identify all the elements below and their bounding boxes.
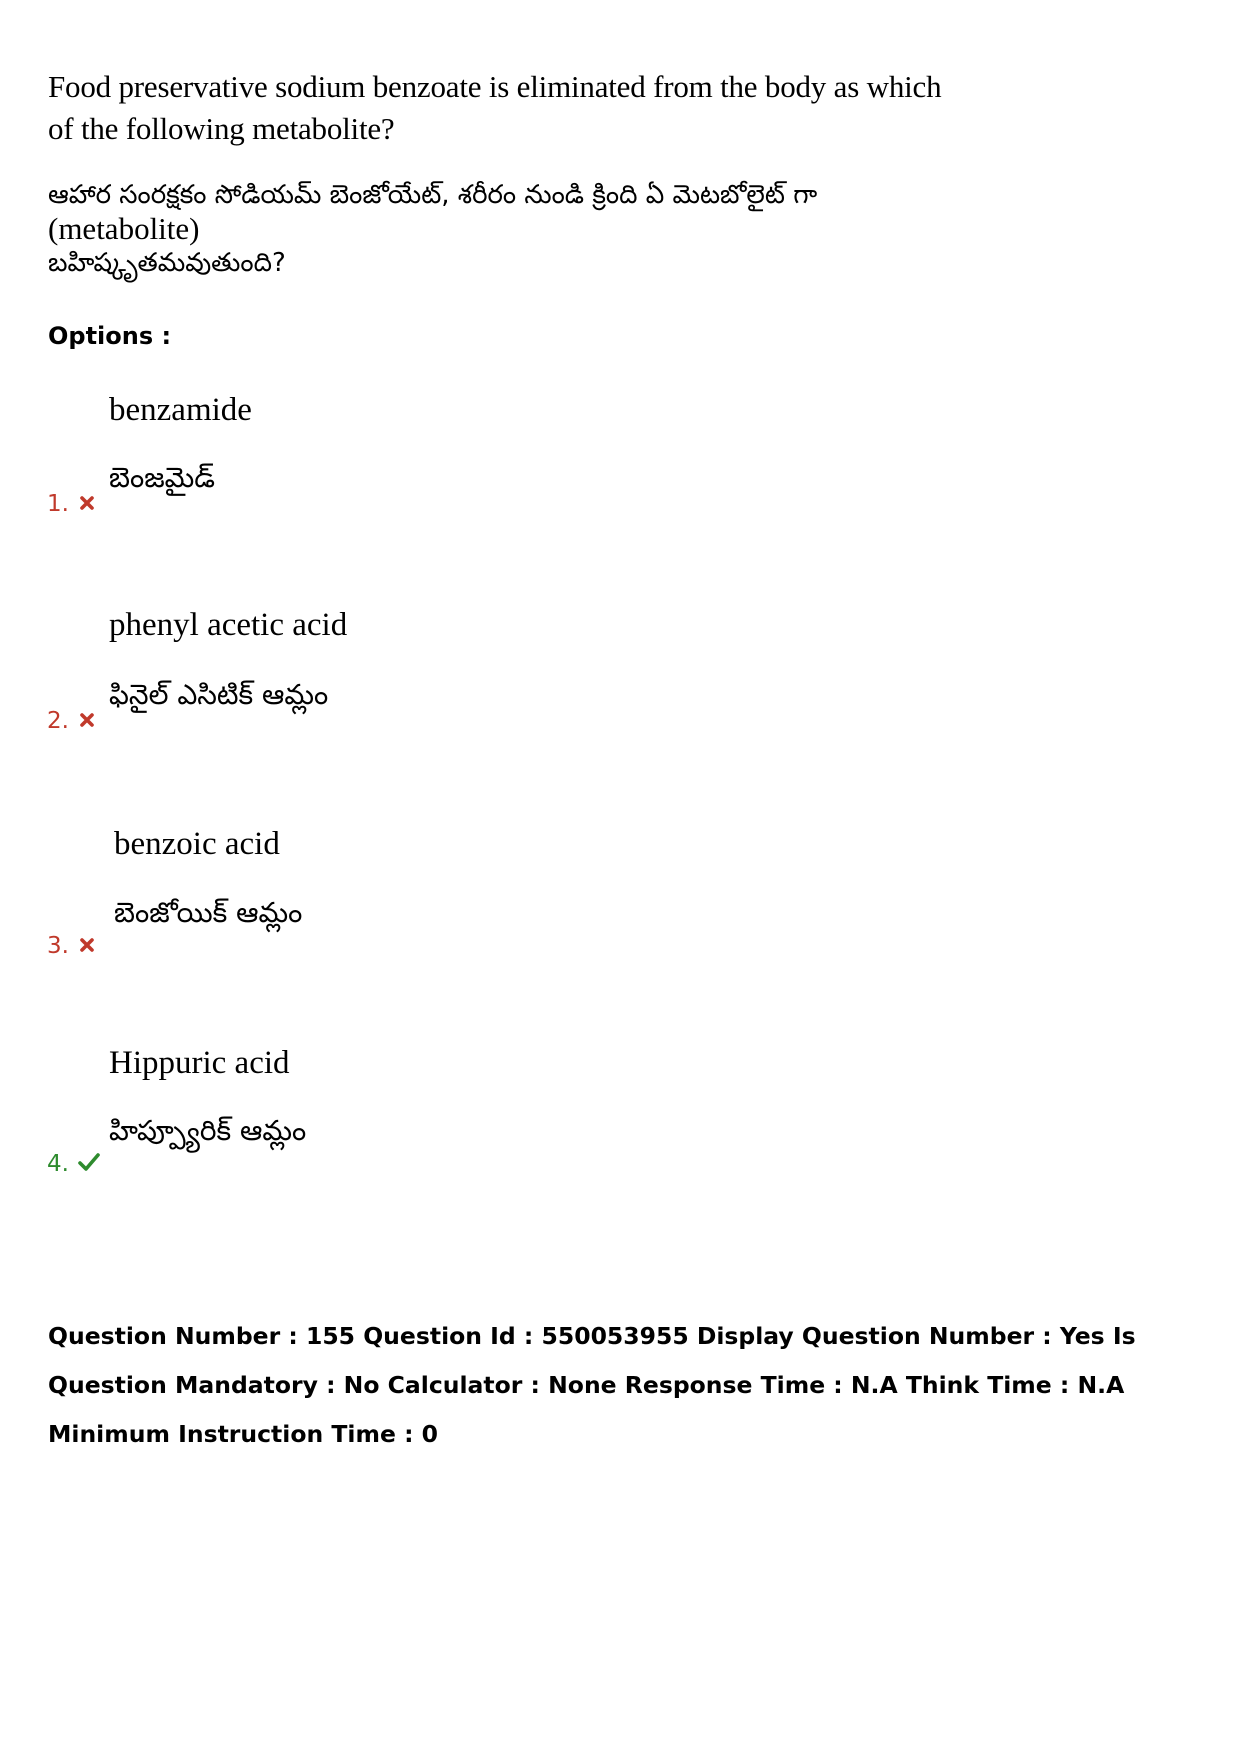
option-1-text-telugu: బెంజమైడ్ <box>109 461 216 494</box>
option-2-number: 2. <box>47 708 69 734</box>
option-4-text-english: Hippuric acid <box>109 1045 290 1081</box>
option-1-number: 1. <box>47 491 69 517</box>
options-label: Options : <box>48 322 172 350</box>
question-telugu-latin: (metabolite) <box>48 211 200 246</box>
wrong-mark-icon <box>78 494 96 512</box>
question-metadata: Question Number : 155 Question Id : 550053955 Display Question Number : Yes Is Question Mandatory : No Calculator : None Response Time : N.A Think Time : N.A Minimum Instruction Time : 0 <box>48 1322 1136 1448</box>
option-4-number: 4. <box>47 1151 69 1177</box>
option-2-text-telugu: ఫినైల్ ఎసిటిక్ ఆమ్లం <box>109 678 329 711</box>
option-2-text-english: phenyl acetic acid <box>109 607 348 643</box>
wrong-mark-icon <box>78 936 96 954</box>
question-telugu-text: ఆహార సంరక్షకం సోడియమ్ బెంజోయేట్, శరీరం నుండి క్రింది ఏ మెటబోలైట్ గా <box>48 180 818 210</box>
option-3-number: 3. <box>47 933 69 959</box>
wrong-mark-icon <box>78 711 96 729</box>
question-text-english: Food preservative sodium benzoate is eliminated from the body as which of the following metabolite? <box>48 69 942 146</box>
correct-check-icon <box>78 1152 100 1172</box>
option-4-text-telugu: హిప్ప్యూరిక్ ఆమ్లం <box>109 1114 307 1147</box>
option-3-text-english: benzoic acid <box>114 826 280 862</box>
option-3-text-telugu: బెంజోయిక్ ఆమ్లం <box>114 896 303 929</box>
option-1-text-english: benzamide <box>109 392 252 428</box>
question-text-telugu-line2: బహిష్కృతమవుతుంది? <box>48 248 286 278</box>
question-text-telugu-line1 <box>48 178 968 248</box>
